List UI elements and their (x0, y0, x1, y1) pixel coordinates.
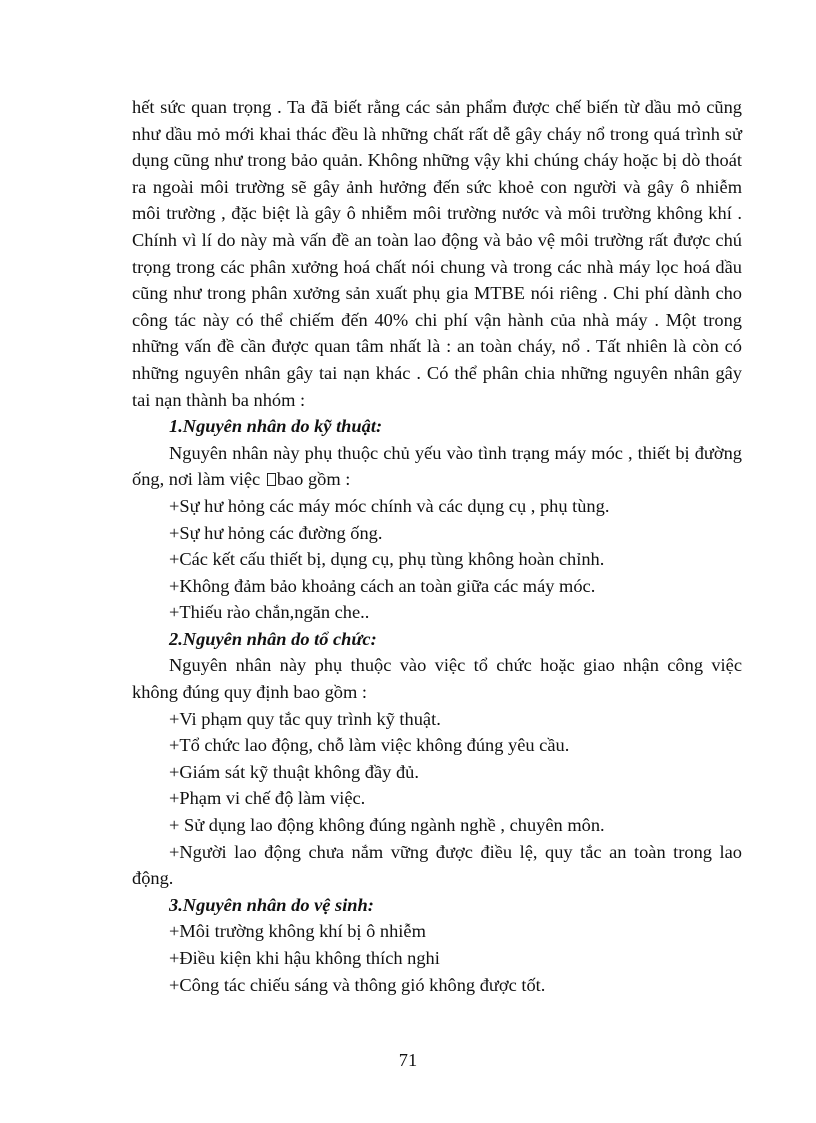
list-item: + Sử dụng lao động không đúng ngành nghề , chuyên môn. (169, 815, 605, 836)
section-heading-hygiene: 3.Nguyên nhân do vệ sinh: (169, 894, 374, 915)
list-item: +Người lao động chưa nắm vững được điều lệ, quy tắc an toàn trong lao động. (132, 841, 742, 889)
page-number: 71 (398, 1050, 418, 1070)
list-item: +Vi phạm quy tắc quy trình kỹ thuật. (169, 708, 441, 729)
list-item: +Giám sát kỹ thuật không đầy đủ. (169, 761, 419, 782)
list-item: +Thiếu rào chắn,ngăn che.. (169, 602, 370, 623)
section-technical-text-start: Nguyên nhân này phụ thuộc chủ yếu vào tình trạng máy móc , thiết bị đường ống, nơi làm việc (132, 442, 742, 490)
list-item: +Điều kiện khi hậu không thích nghi (169, 948, 440, 968)
section-heading-organization: 2.Nguyên nhân do tổ chức: (169, 628, 377, 649)
list-item: +Công tác chiếu sáng và thông gió không được tốt. (169, 974, 546, 995)
intro-paragraph: hết sức quan trọng . Ta đã biết rằng các sản phẩm được chế biến từ dầu mỏ cũng như dầu mỏ mới khai thác đều là những chất rất dễ gây cháy nổ trong quá trình sử dụng cũng như trong bảo quản. Không những vậy khi chúng cháy hoặc bị dò thoát ra ngoài môi trường sẽ gây ảnh hưởng đến sức khoẻ con người và gây ô nhiễm môi trường , đặc biệt là gây ô nhiễm môi trường nước và môi trường không khí . Chính vì lí do này mà vấn đề an toàn lao động và bảo vệ môi trường rất được chú trọng trong các phân xưởng hoá chất nói chung và trong các nhà máy lọc hoá dầu cũng như trong phân xưởng sản xuất phụ gia MTBE nói riêng . Chi phí dành cho công tác này có thể chiếm đến 40% chi phí vận hành của nhà máy . Một trong những vấn đề cần được quan tâm nhất là : an toàn cháy, nổ . Tất nhiên là còn có những nguyên nhân gây tai nạn khác . Có thể phân chia những nguyên nhân gây tai nạn thành ba nhóm : (132, 97, 742, 410)
list-item: +Sự hư hỏng các đường ống. (169, 522, 383, 543)
list-item: +Không đảm bảo khoảng cách an toàn giữa các máy móc. (169, 575, 596, 596)
list-item: +Các kết cấu thiết bị, dụng cụ, phụ tùng không hoàn chỉnh. (169, 549, 605, 570)
missing-glyph-icon (267, 473, 276, 486)
section-organization-paragraph: Nguyên nhân này phụ thuộc vào việc tổ chức hoặc giao nhận công việc không đúng quy định bao gồm : (132, 655, 742, 703)
list-item: +Môi trường không khí bị ô nhiễm (169, 921, 426, 942)
list-item: +Phạm vi chế độ làm việc. (169, 788, 366, 809)
page-body (132, 94, 742, 998)
section-technical-text-end: bao gồm : (276, 469, 351, 490)
list-item: +Sự hư hỏng các máy móc chính và các dụng cụ , phụ tùng. (169, 495, 610, 516)
section-heading-technical: 1.Nguyên nhân do kỹ thuật: (169, 416, 383, 437)
list-item: +Tổ chức lao động, chỗ làm việc không đúng yêu cầu. (169, 735, 570, 756)
section-technical-paragraph (132, 440, 742, 493)
